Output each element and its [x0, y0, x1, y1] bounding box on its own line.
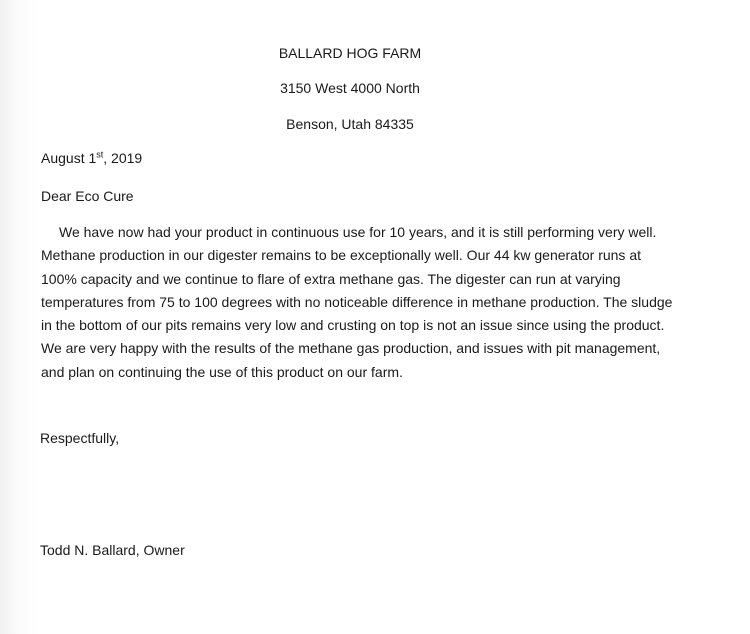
salutation: Dear Eco Cure [41, 188, 134, 204]
signature-name: Todd N. Ballard, Owner [40, 542, 185, 558]
closing: Respectfully, [40, 430, 120, 446]
farm-city-state-zip: Benson, Utah 84335 [286, 116, 414, 132]
body-line: We are very happy with the results of the methane gas production, and issues with pit management, [41, 340, 661, 357]
letter-body [41, 221, 701, 384]
body-line: Methane production in our digester remains to be exceptionally well. Our 44 kw generator runs at [41, 247, 641, 264]
date-ordinal-suffix: st [96, 149, 104, 160]
body-line: in the bottom of our pits remains very low and crusting on top is not an issue since using the product. [41, 317, 665, 334]
letter-date [41, 150, 142, 167]
body-line: We have now had your product in continuous use for 10 years, and it is still performing very well. [59, 224, 657, 240]
date-year: , 2019 [103, 150, 143, 166]
body-line: 100% capacity and we continue to flare of extra methane gas. The digester can run at varying [41, 270, 621, 287]
date-month-day: August 1 [41, 150, 97, 166]
farm-street-address: 3150 West 4000 North [280, 80, 420, 96]
farm-name: BALLARD HOG FARM [278, 45, 422, 61]
body-line: temperatures from 75 to 100 degrees with no noticeable difference in methane production. The sludge [41, 293, 673, 310]
body-line: and plan on continuing the use of this product on our farm. [41, 363, 403, 380]
